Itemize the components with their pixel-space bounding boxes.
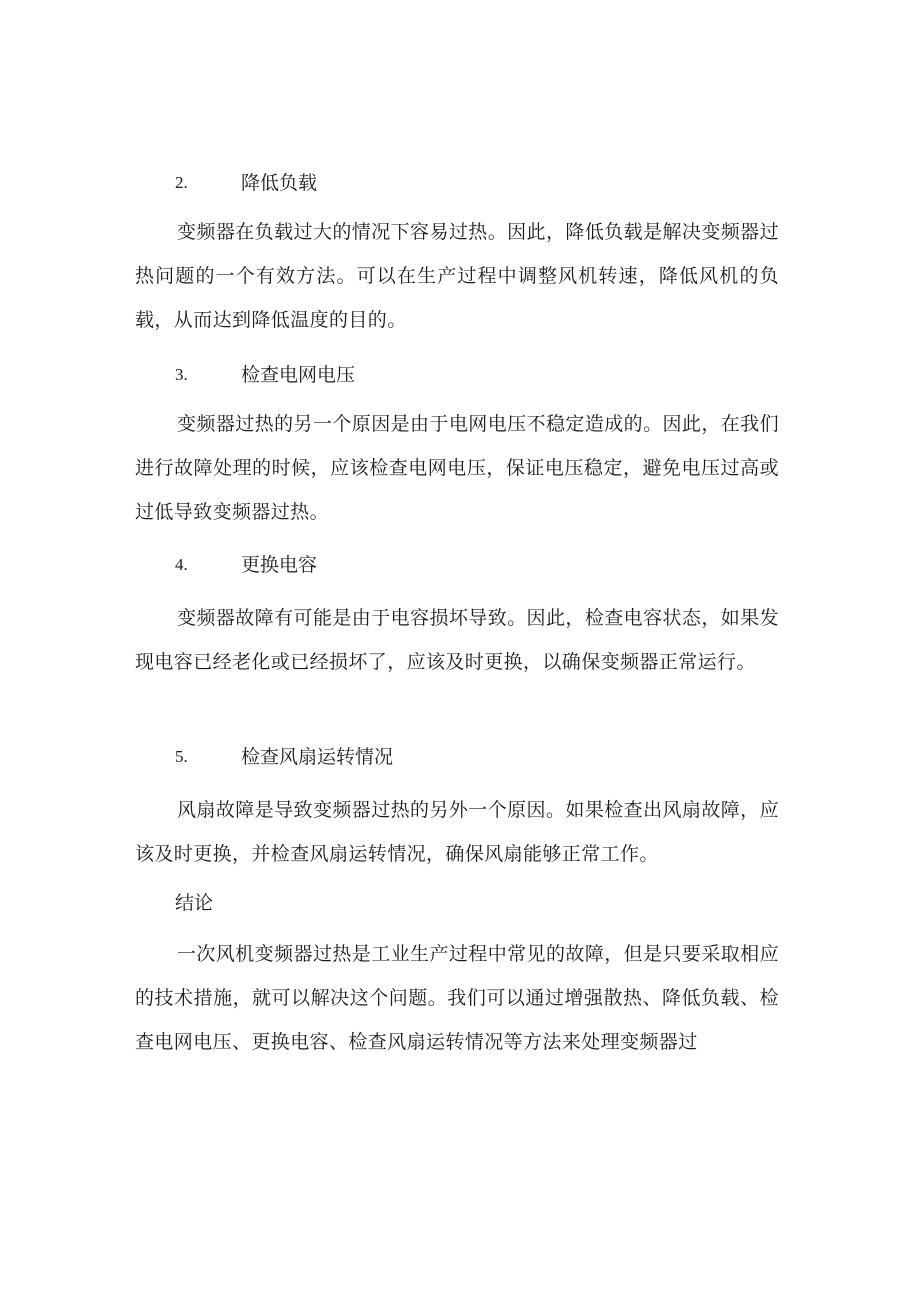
section-number: 4. [175,555,188,574]
section-paragraph: 风扇故障是导致变频器过热的另外一个原因。如果检查出风扇故障，应该及时更换，并检查风扇运转情况，确保风扇能够正常工作。 [135,799,779,865]
section-title: 检查电网电压 [241,364,356,386]
section-number: 5. [175,747,188,766]
section-paragraph: 变频器过热的另一个原因是由于电网电压不稳定造成的。因此，在我们进行故障处理的时候，应该检查电网电压，保证电压稳定，避免电压过高或过低导致变频器过热。 [135,413,779,523]
section-number: 2. [175,173,188,192]
section-paragraph: 变频器在负载过大的情况下容易过热。因此，降低负载是解决变频器过热问题的一个有效方法。可以在生产过程中调整风机转速，降低风机的负载，从而达到降低温度的目的。 [135,221,779,331]
section-title: 检查风扇运转情况 [241,746,394,768]
section-title: 更换电容 [241,554,318,576]
section-title: 降低负载 [241,172,318,194]
section-paragraph: 变频器故障有可能是由于电容损坏导致。因此，检查电容状态，如果发现电容已经老化或已经损坏了，应该及时更换，以确保变频器正常运行。 [135,607,779,673]
conclusion-title: 结论 [175,892,214,914]
section-number: 3. [175,365,188,384]
conclusion-paragraph: 一次风机变频器过热是工业生产过程中常见的故障，但是只要采取相应的技术措施，就可以解决这个问题。我们可以通过增强散热、降低负载、检查电网电压、更换电容、检查风扇运转情况等方法来处理变频器过 [135,943,779,1053]
